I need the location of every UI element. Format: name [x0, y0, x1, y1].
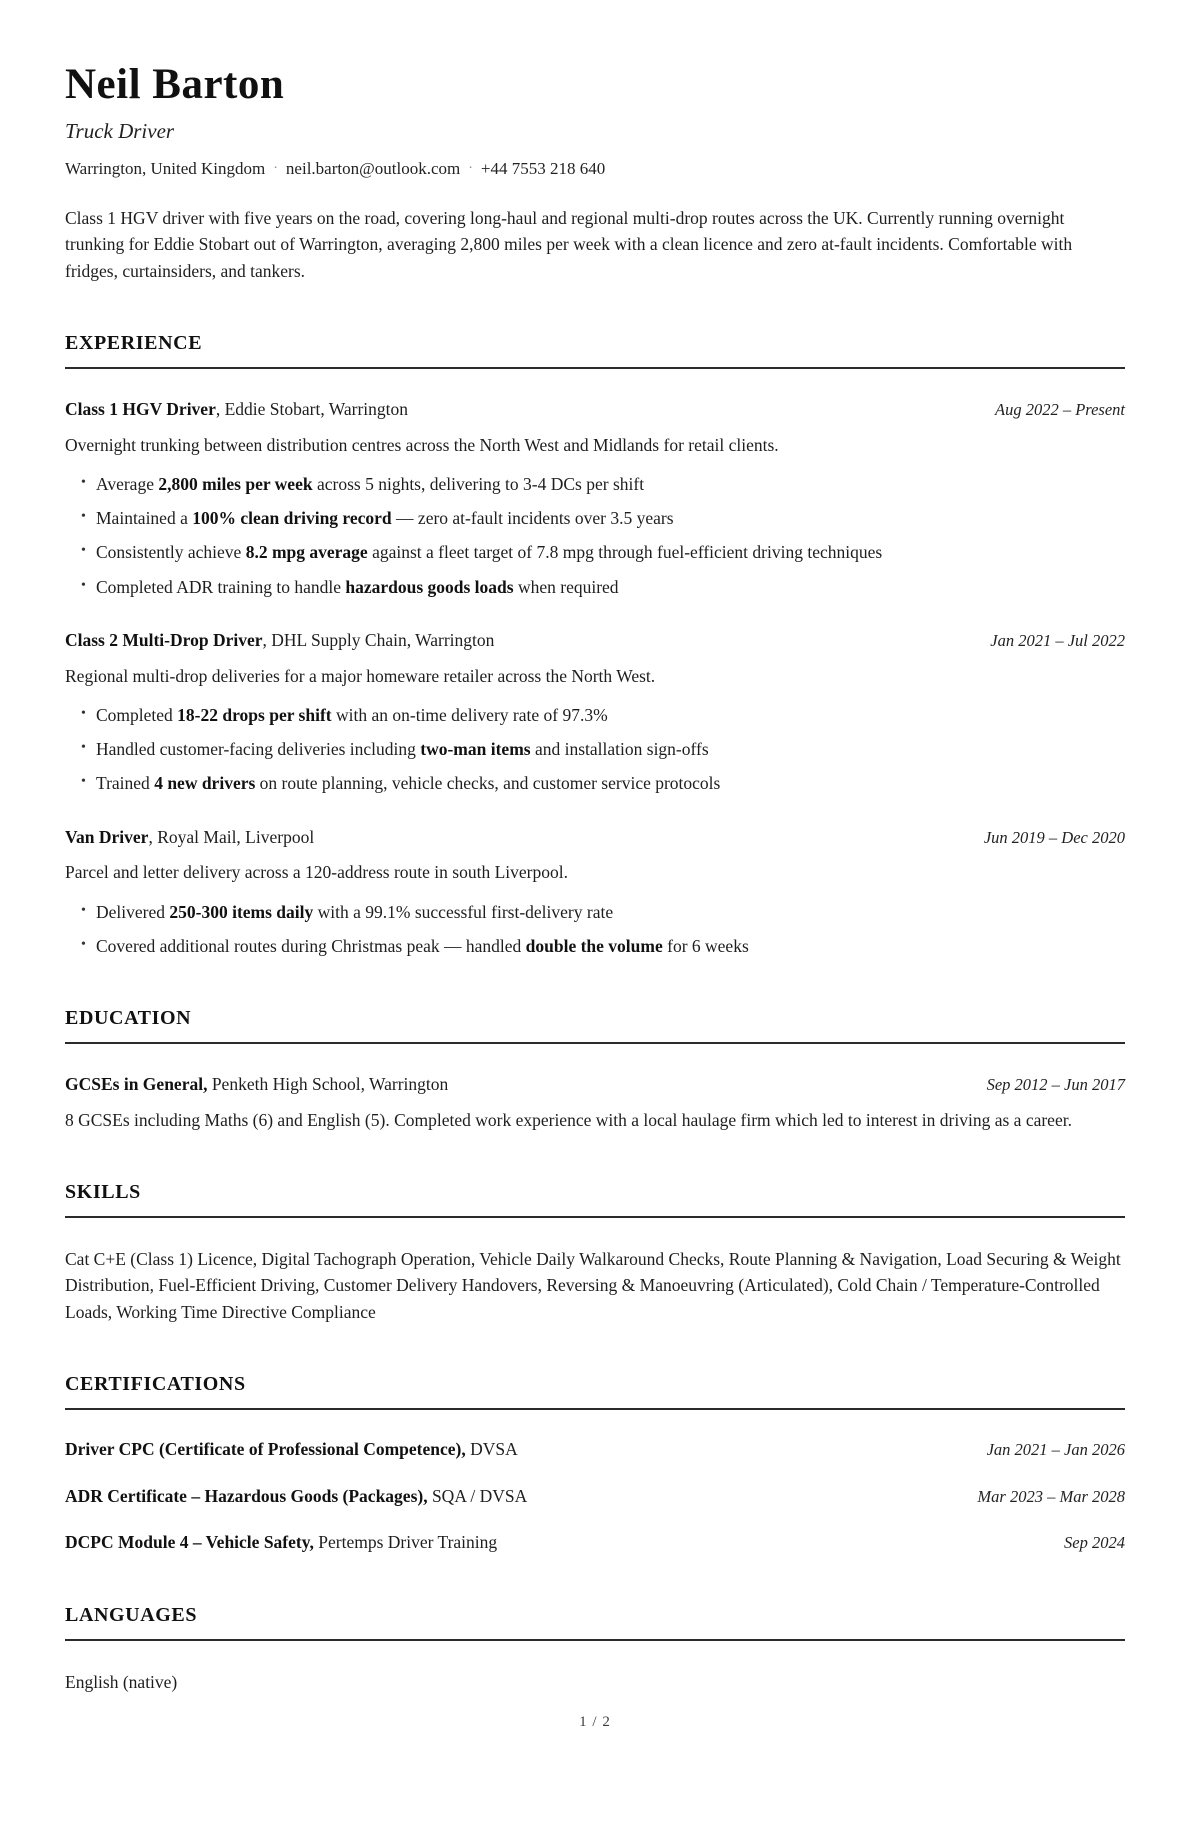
contact-email: neil.barton@outlook.com [285, 158, 461, 178]
dot-separator-icon: · [273, 160, 278, 176]
job-company: , Royal Mail, Liverpool [148, 826, 315, 847]
section-languages [65, 1600, 1125, 1695]
certification-issuer: DVSA [465, 1438, 518, 1459]
contact-location: Warrington, United Kingdom [65, 158, 266, 178]
resume-header [65, 62, 1125, 284]
certification-name: DCPC Module 4 – Vehicle Safety, [65, 1532, 314, 1553]
bullet-item: • Maintained a 100% clean driving record — zero at-fault incidents over 3.5 years [65, 505, 1125, 531]
job-entry [65, 824, 1125, 960]
certification-title-line [65, 1483, 957, 1509]
education-degree: GCSEs in General, [65, 1074, 208, 1095]
job-title-line [65, 627, 970, 653]
bullet-item: • Trained 4 new drivers on route planning, vehicle checks, and customer service protocols [65, 770, 1125, 796]
education-school: Penketh High School, Warrington [207, 1074, 449, 1095]
job-dates: Jun 2019 – Dec 2020 [983, 827, 1125, 847]
job-description: Overnight trunking between distribution centres across the North West and Midlands for retail clients. [65, 434, 779, 455]
bullet-item: • Delivered 250-300 items daily with a 99.1% successful first-delivery rate [65, 899, 1125, 925]
job-entry [65, 627, 1125, 797]
languages-list: English (native) [65, 1672, 178, 1693]
section-heading-education: EDUCATION [65, 1003, 1125, 1044]
job-title: Class 1 HGV Driver [65, 398, 216, 419]
page-number: 1 / 2 [579, 1713, 611, 1730]
certification-title-line [65, 1529, 1044, 1555]
job-header [65, 627, 1125, 654]
section-heading-certifications: CERTIFICATIONS [65, 1369, 1125, 1410]
certification-row [65, 1529, 1125, 1556]
skills-list: Cat C+E (Class 1) Licence, Digital Tachograph Operation, Vehicle Daily Walkaround Checks, Route Planning & Navigation, Load Securing & Weight Distribution, Fuel-Efficient Driving, Customer Delivery Handovers, Reversing & Manoeuvring (Articulated), Cold Chain / Temperature-Controlled Loads, Working Time Directive Compliance [65, 1249, 1121, 1322]
section-education [65, 1003, 1125, 1133]
job-dates: Jan 2021 – Jul 2022 [990, 630, 1125, 650]
bullet-item: • Consistently achieve 8.2 mpg average against a fleet target of 7.8 mpg through fuel-efficient driving techniques [65, 539, 1125, 565]
job-header [65, 824, 1125, 851]
bullet-item: • Completed 18-22 drops per shift with an on-time delivery rate of 97.3% [65, 702, 1125, 728]
certification-dates: Mar 2023 – Mar 2028 [977, 1486, 1125, 1506]
section-experience [65, 328, 1125, 959]
bullet-item: • Handled customer-facing deliveries including two-man items and installation sign-offs [65, 736, 1125, 762]
bullet-item: • Covered additional routes during Christmas peak — handled double the volume for 6 weeks [65, 933, 1125, 959]
job-bullet-list [65, 702, 1125, 797]
certification-dates: Sep 2024 [1064, 1533, 1125, 1553]
section-heading-experience: EXPERIENCE [65, 328, 1125, 369]
bullet-item: • Average 2,800 miles per week across 5 nights, delivering to 3-4 DCs per shift [65, 471, 1125, 497]
contact-phone: +44 7553 218 640 [480, 158, 606, 178]
job-entry [65, 396, 1125, 600]
certification-dates: Jan 2021 – Jan 2026 [986, 1439, 1125, 1459]
job-title: Class 2 Multi-Drop Driver [65, 629, 263, 650]
certification-row [65, 1483, 1125, 1510]
job-bullet-list [65, 471, 1125, 600]
job-company: , Eddie Stobart, Warrington [215, 398, 409, 419]
education-entry [65, 1071, 1125, 1133]
job-title-line [65, 396, 975, 422]
contact-line [65, 156, 1125, 182]
profile-summary: Class 1 HGV driver with five years on the road, covering long-haul and regional multi-drop routes across the UK. Currently running overnight trunking for Eddie Stobart out of Warrington, averaging 2,800 miles per week with a clean licence and zero at-fault incidents. Comfortable with fridges, curtainsiders, and tankers. [65, 208, 1073, 281]
job-title: Van Driver [65, 826, 149, 847]
education-title-line [65, 1071, 967, 1097]
job-bullet-list [65, 899, 1125, 960]
person-job-title: Truck Driver [65, 119, 175, 144]
dot-separator-icon: · [468, 160, 473, 176]
certification-title-line [65, 1436, 967, 1462]
person-name: Neil Barton [65, 61, 285, 108]
certification-row [65, 1436, 1125, 1463]
job-header [65, 396, 1125, 423]
certification-name: Driver CPC (Certificate of Professional Competence), [65, 1438, 466, 1459]
job-description: Parcel and letter delivery across a 120-address route in south Liverpool. [65, 862, 568, 883]
job-description: Regional multi-drop deliveries for a major homeware retailer across the North West. [65, 665, 656, 686]
section-certifications [65, 1369, 1125, 1556]
certification-issuer: SQA / DVSA [427, 1485, 528, 1506]
education-description: 8 GCSEs including Maths (6) and English (5). Completed work experience with a local haulage firm which led to interest in driving as a career. [65, 1109, 1072, 1130]
education-dates: Sep 2012 – Jun 2017 [986, 1075, 1125, 1095]
certification-name: ADR Certificate – Hazardous Goods (Packages), [65, 1485, 428, 1506]
section-skills [65, 1177, 1125, 1325]
section-heading-skills: SKILLS [65, 1177, 1125, 1218]
certification-issuer: Pertemps Driver Training [313, 1532, 498, 1553]
job-company: , DHL Supply Chain, Warrington [262, 629, 495, 650]
education-header [65, 1071, 1125, 1098]
job-title-line [65, 824, 964, 850]
bullet-item: • Completed ADR training to handle hazardous goods loads when required [65, 574, 1125, 600]
job-dates: Aug 2022 – Present [995, 399, 1125, 419]
section-heading-languages: LANGUAGES [65, 1600, 1125, 1641]
